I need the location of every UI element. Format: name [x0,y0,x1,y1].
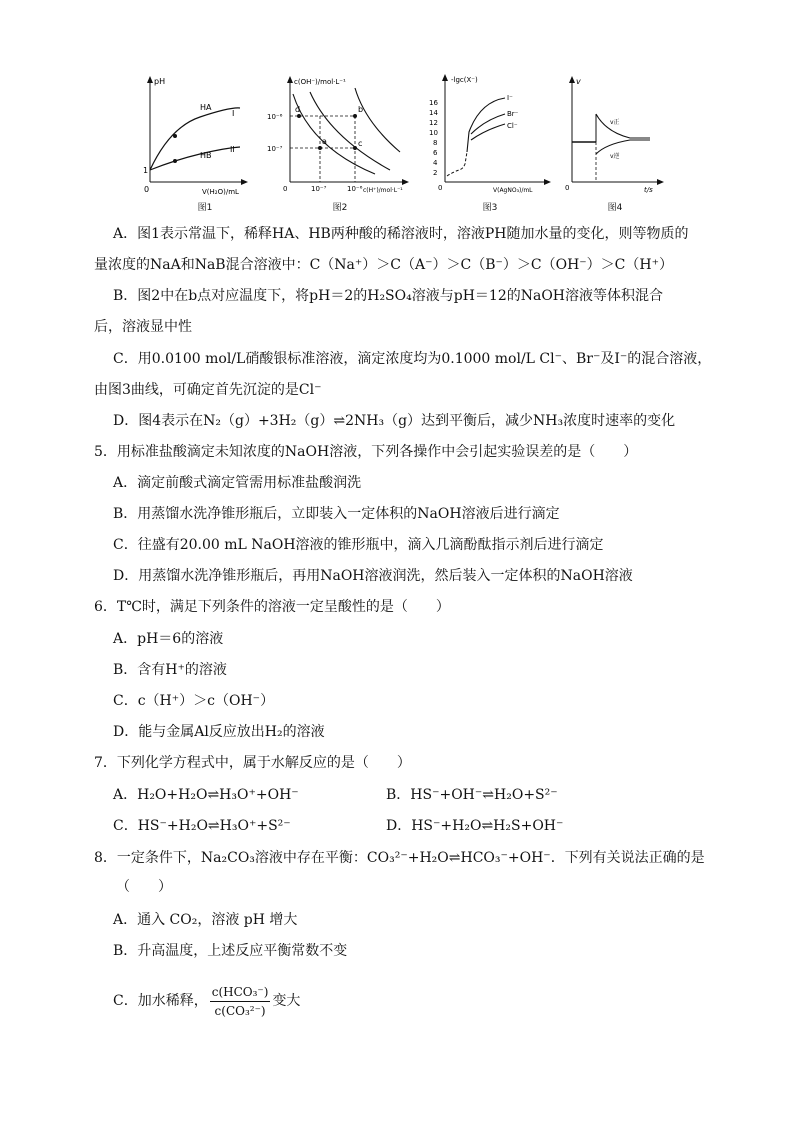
figure-3-plot [425,72,555,202]
q8-option-c [113,978,300,1024]
figure-1-plot [140,72,250,202]
q6-option-a: A．pH＝6的溶液 [113,631,224,647]
fig3-ytick: 16 [429,99,438,107]
fig2-ylabel: c(OH⁻)/mol·L⁻¹ [294,78,346,86]
figure-3-caption: 图3 [482,203,498,213]
curve-ha [150,108,240,170]
q7-option-a: A．H₂O+H₂O⇌H₃O⁺+OH⁻ [113,787,299,803]
q5-option-c: C．往盛有20.00 mL NaOH溶液的锥形瓶中，滴入几滴酚酞指示剂后进行滴定 [113,537,604,553]
fig2-ytick-bottom: 10⁻⁷ [267,145,283,153]
fig3-ylabel: -lgc(X⁻) [451,76,478,84]
figure-1-caption: 图1 [197,203,213,213]
q4-option-c-line2: 由图3曲线，可确定首先沉淀的是Cl⁻ [94,382,322,398]
fig2-xlabel: c(H⁺)/mol·L⁻¹ [363,187,403,194]
fig3-series-cl: Cl⁻ [507,122,518,130]
figure-2-plot [265,72,415,202]
fig3-curve-cl [471,124,505,140]
fig1-roman-1: I [232,109,235,118]
figures-row [140,72,680,212]
fraction-denominator: c(CO₃²⁻) [214,1003,266,1018]
fig2-label-b: b [358,105,364,114]
q4-option-a-line1: A．图1表示常温下，稀释HA、HB两种酸的稀溶液时，溶液PH随加水量的变化，则等物质的 [113,226,689,242]
fig3-ytick: 12 [429,119,438,127]
q8-answer-paren: （ ） [116,879,172,895]
q8-option-a: A．通入 CO₂，溶液 pH 增大 [113,912,298,928]
curve-ha-point [173,134,177,138]
fig2-label-a: a [322,137,327,146]
fig1-label-hb: HB [200,151,212,160]
figure-4-plot [560,72,670,202]
fig2-label-c: c [358,139,363,148]
fig3-ytick: 2 [433,169,438,177]
q8-option-b: B．升高温度，上述反应平衡常数不变 [113,943,348,959]
fig1-start-value: 1 [143,166,149,175]
q8-stem: 8．一定条件下，Na₂CO₃溶液中存在平衡：CO₃²⁻+H₂O⇌HCO₃⁻+OH⁻．下列有关说法正确的是 [94,850,705,866]
fig3-ytick: 6 [433,149,438,157]
fig4-xlabel: t/s [644,186,653,194]
q6-option-d: D．能与金属Al反应放出H₂的溶液 [113,724,325,740]
fig4-label-reverse: v逆 [610,153,620,160]
fig3-curve-i [467,98,505,152]
fig2-point-a [318,146,322,150]
fig2-xtick-right: 10⁻⁶ [347,185,363,193]
fig3-ytick: 10 [429,129,438,137]
fig3-ytick: 14 [429,109,438,117]
q4-option-b-line2: 后，溶液显中性 [94,319,192,335]
q4-option-b-line1: B．图2中在b点对应温度下，将pH＝2的H₂SO₄溶液与pH＝12的NaOH溶液等体积混合 [113,288,664,304]
fig3-dashed-start [447,152,467,176]
fig4-origin: 0 [565,184,570,192]
fig3-series-i: I⁻ [507,94,513,102]
q6-option-b: B．含有H⁺的溶液 [113,662,227,678]
fig3-ytick: 4 [433,159,438,167]
q5-stem: 5．用标准盐酸滴定未知浓度的NaOH溶液，下列各操作中会引起实验误差的是（ ） [94,444,638,460]
curve-hb-point [173,159,177,163]
fig1-label-ha: HA [200,103,212,112]
fig2-point-b [353,114,357,118]
fig3-series-br: Br⁻ [507,110,519,118]
figure-4-caption: 图4 [607,203,623,213]
q5-option-d: D．用蒸馏水洗净锥形瓶后，再用NaOH溶液润洗，然后装入一定体积的NaOH溶液 [113,568,633,584]
q4-option-d: D．图4表示在N₂（g）+3H₂（g）⇌2NH₃（g）达到平衡后，减少NH₃浓度时速率的变化 [113,413,676,429]
fraction-numerator: c(HCO₃⁻) [210,983,271,1002]
fig2-point-c [353,146,357,150]
figure-3 [425,72,555,213]
fig3-ytick: 8 [433,139,438,147]
fig2-origin: 0 [283,185,288,193]
fig3-yticks [429,99,438,177]
figure-2 [265,72,415,213]
q5-option-a: A．滴定前酸式滴定管需用标准盐酸润洗 [113,475,362,491]
q7-option-c: C．HS⁻+H₂O⇌H₃O⁺+S²⁻ [113,818,291,834]
fig4-ylabel: v [576,77,581,86]
q8-option-c-suffix: 变大 [272,993,301,1009]
fig2-point-d [297,114,301,118]
fig3-origin: 0 [438,184,443,192]
q5-option-b: B．用蒸馏水洗净锥形瓶后，立即装入一定体积的NaOH溶液后进行滴定 [113,506,560,522]
fig4-curve-reverse [596,140,650,154]
q7-stem: 7．下列化学方程式中，属于水解反应的是（ ） [94,755,411,771]
figure-2-caption: 图2 [332,203,348,213]
q7-option-d: D．HS⁻+H₂O⇌H₂S+OH⁻ [386,818,564,834]
fig3-xlabel: V(AgNO₃)/mL [493,187,533,194]
fig1-roman-2: II [230,145,235,154]
fig2-label-d: d [295,105,301,114]
fig2-curve-2 [310,92,390,170]
figure-4 [560,72,670,213]
q6-stem: 6．T℃时，满足下列条件的溶液一定呈酸性的是（ ） [94,599,450,615]
q4-option-c-line1: C．用0.0100 mol/L硝酸银标准溶液，滴定浓度均为0.1000 mol/L Cl⁻、Br⁻及I⁻的混合溶液， [113,351,712,367]
fig1-xlabel: V(H₂O)/mL [202,188,239,196]
fig2-xtick-left: 10⁻⁷ [311,185,327,193]
fig1-origin: 0 [144,185,150,194]
q8-option-c-fraction [210,983,271,1020]
q7-option-b: B．HS⁻+OH⁻⇌H₂O+S²⁻ [386,787,558,803]
curve-hb [150,147,240,170]
fig4-label-forward: v正 [610,119,620,126]
q8-option-c-prefix: C．加水稀释， [113,993,208,1009]
figure-1 [140,72,250,213]
q6-option-c: C．c（H⁺）＞c（OH⁻） [113,693,275,709]
fig2-ytick-top: 10⁻⁶ [267,113,283,121]
fig1-ylabel: pH [154,77,166,86]
q4-option-a-line2: 量浓度的NaA和NaB混合溶液中：C（Na⁺）＞C（A⁻）＞C（B⁻）＞C（OH⁻）＞C（H⁺） [94,257,673,273]
fig4-curve-forward [596,114,650,138]
